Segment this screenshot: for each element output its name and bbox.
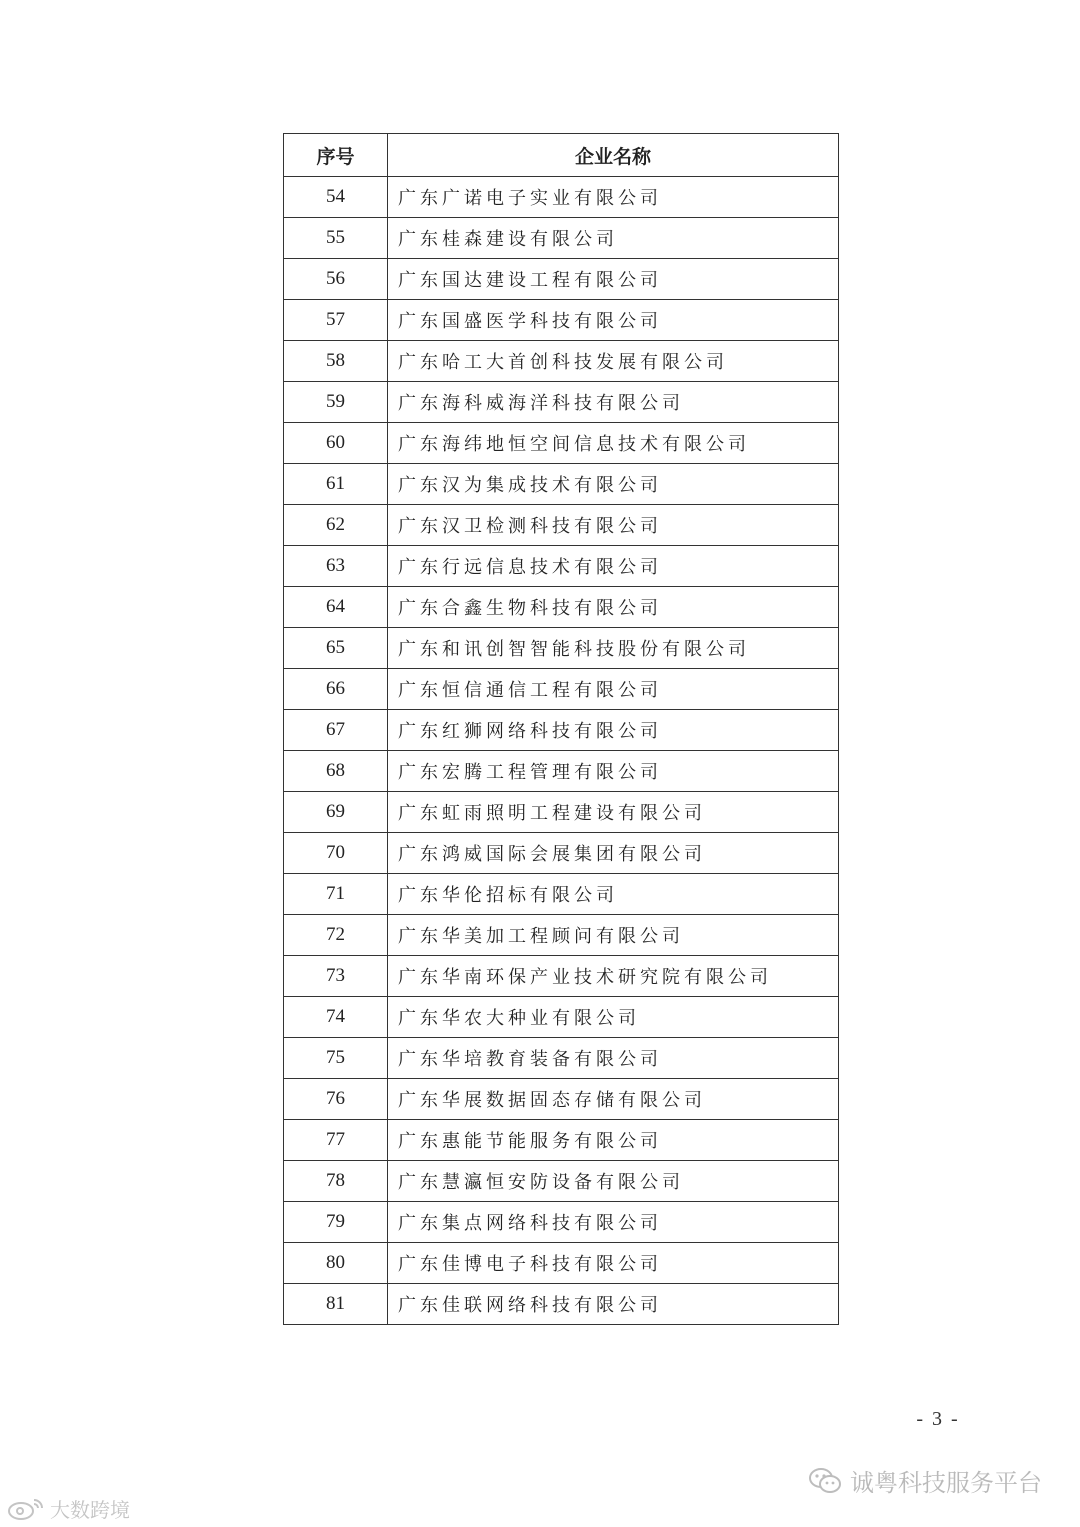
- table-row: [284, 505, 839, 546]
- row-index: 64: [284, 587, 388, 628]
- row-index: 71: [284, 874, 388, 915]
- row-index: 68: [284, 751, 388, 792]
- table-row: [284, 546, 839, 587]
- table-row: [284, 1120, 839, 1161]
- table-row: [284, 341, 839, 382]
- row-company-name: 广东汉卫检测科技有限公司: [388, 505, 839, 546]
- row-index: 78: [284, 1161, 388, 1202]
- table-row: [284, 1161, 839, 1202]
- row-company-name: 广东集点网络科技有限公司: [388, 1202, 839, 1243]
- table-row: [284, 382, 839, 423]
- row-company-name: 广东华伦招标有限公司: [388, 874, 839, 915]
- row-company-name: 广东华培教育装备有限公司: [388, 1038, 839, 1079]
- header-company-name: 企业名称: [388, 134, 839, 177]
- row-company-name: 广东恒信通信工程有限公司: [388, 669, 839, 710]
- watermark-wechat-text: 诚粤科技服务平台: [850, 1469, 1042, 1497]
- table-row: [284, 423, 839, 464]
- row-index: 70: [284, 833, 388, 874]
- row-index: 59: [284, 382, 388, 423]
- table-row: [284, 1079, 839, 1120]
- row-company-name: 广东佳博电子科技有限公司: [388, 1243, 839, 1284]
- watermark-weibo-text: 大数跨境: [50, 1498, 130, 1522]
- row-index: 69: [284, 792, 388, 833]
- table-row: [284, 1284, 839, 1325]
- row-company-name: 广东慧瀛恒安防设备有限公司: [388, 1161, 839, 1202]
- table-row: [284, 177, 839, 218]
- row-company-name: 广东华农大种业有限公司: [388, 997, 839, 1038]
- row-company-name: 广东佳联网络科技有限公司: [388, 1284, 839, 1325]
- table-row: [284, 833, 839, 874]
- watermark-weibo: [6, 1494, 130, 1523]
- row-index: 55: [284, 218, 388, 259]
- row-index: 74: [284, 997, 388, 1038]
- row-company-name: 广东海纬地恒空间信息技术有限公司: [388, 423, 839, 464]
- table-row: [284, 751, 839, 792]
- row-company-name: 广东哈工大首创科技发展有限公司: [388, 341, 839, 382]
- table-row: [284, 259, 839, 300]
- row-index: 81: [284, 1284, 388, 1325]
- row-index: 75: [284, 1038, 388, 1079]
- row-company-name: 广东国达建设工程有限公司: [388, 259, 839, 300]
- row-company-name: 广东海科威海洋科技有限公司: [388, 382, 839, 423]
- table-row: [284, 218, 839, 259]
- table-row: [284, 1202, 839, 1243]
- table-row: [284, 792, 839, 833]
- table-row: [284, 587, 839, 628]
- row-company-name: 广东华美加工程顾问有限公司: [388, 915, 839, 956]
- watermark-wechat: [808, 1463, 1042, 1498]
- company-table: [283, 133, 839, 1325]
- row-index: 57: [284, 300, 388, 341]
- row-company-name: 广东惠能节能服务有限公司: [388, 1120, 839, 1161]
- row-company-name: 广东广诺电子实业有限公司: [388, 177, 839, 218]
- row-index: 76: [284, 1079, 388, 1120]
- header-index: 序号: [284, 134, 388, 177]
- row-index: 63: [284, 546, 388, 587]
- row-index: 66: [284, 669, 388, 710]
- table-body: [284, 177, 839, 1325]
- row-company-name: 广东华南环保产业技术研究院有限公司: [388, 956, 839, 997]
- table-row: [284, 300, 839, 341]
- row-index: 77: [284, 1120, 388, 1161]
- row-company-name: 广东华展数据固态存储有限公司: [388, 1079, 839, 1120]
- table-row: [284, 915, 839, 956]
- row-company-name: 广东鸿威国际会展集团有限公司: [388, 833, 839, 874]
- row-company-name: 广东行远信息技术有限公司: [388, 546, 839, 587]
- row-index: 73: [284, 956, 388, 997]
- page-number: - 3 -: [916, 1408, 960, 1430]
- row-company-name: 广东红狮网络科技有限公司: [388, 710, 839, 751]
- row-company-name: 广东桂森建设有限公司: [388, 218, 839, 259]
- row-index: 58: [284, 341, 388, 382]
- table-row: [284, 997, 839, 1038]
- row-company-name: 广东合鑫生物科技有限公司: [388, 587, 839, 628]
- row-company-name: 广东国盛医学科技有限公司: [388, 300, 839, 341]
- row-index: 79: [284, 1202, 388, 1243]
- table-header-row: [284, 134, 839, 177]
- row-index: 60: [284, 423, 388, 464]
- table-row: [284, 464, 839, 505]
- row-company-name: 广东虹雨照明工程建设有限公司: [388, 792, 839, 833]
- table-row: [284, 956, 839, 997]
- wechat-icon: [808, 1467, 842, 1495]
- row-index: 80: [284, 1243, 388, 1284]
- row-index: 67: [284, 710, 388, 751]
- row-index: 72: [284, 915, 388, 956]
- row-index: 56: [284, 259, 388, 300]
- table-row: [284, 710, 839, 751]
- row-company-name: 广东宏腾工程管理有限公司: [388, 751, 839, 792]
- table-row: [284, 669, 839, 710]
- row-index: 65: [284, 628, 388, 669]
- row-index: 54: [284, 177, 388, 218]
- row-company-name: 广东和讯创智智能科技股份有限公司: [388, 628, 839, 669]
- table-row: [284, 628, 839, 669]
- row-index: 62: [284, 505, 388, 546]
- table-row: [284, 1038, 839, 1079]
- weibo-icon: [6, 1496, 46, 1522]
- table-row: [284, 874, 839, 915]
- row-company-name: 广东汉为集成技术有限公司: [388, 464, 839, 505]
- row-index: 61: [284, 464, 388, 505]
- table-row: [284, 1243, 839, 1284]
